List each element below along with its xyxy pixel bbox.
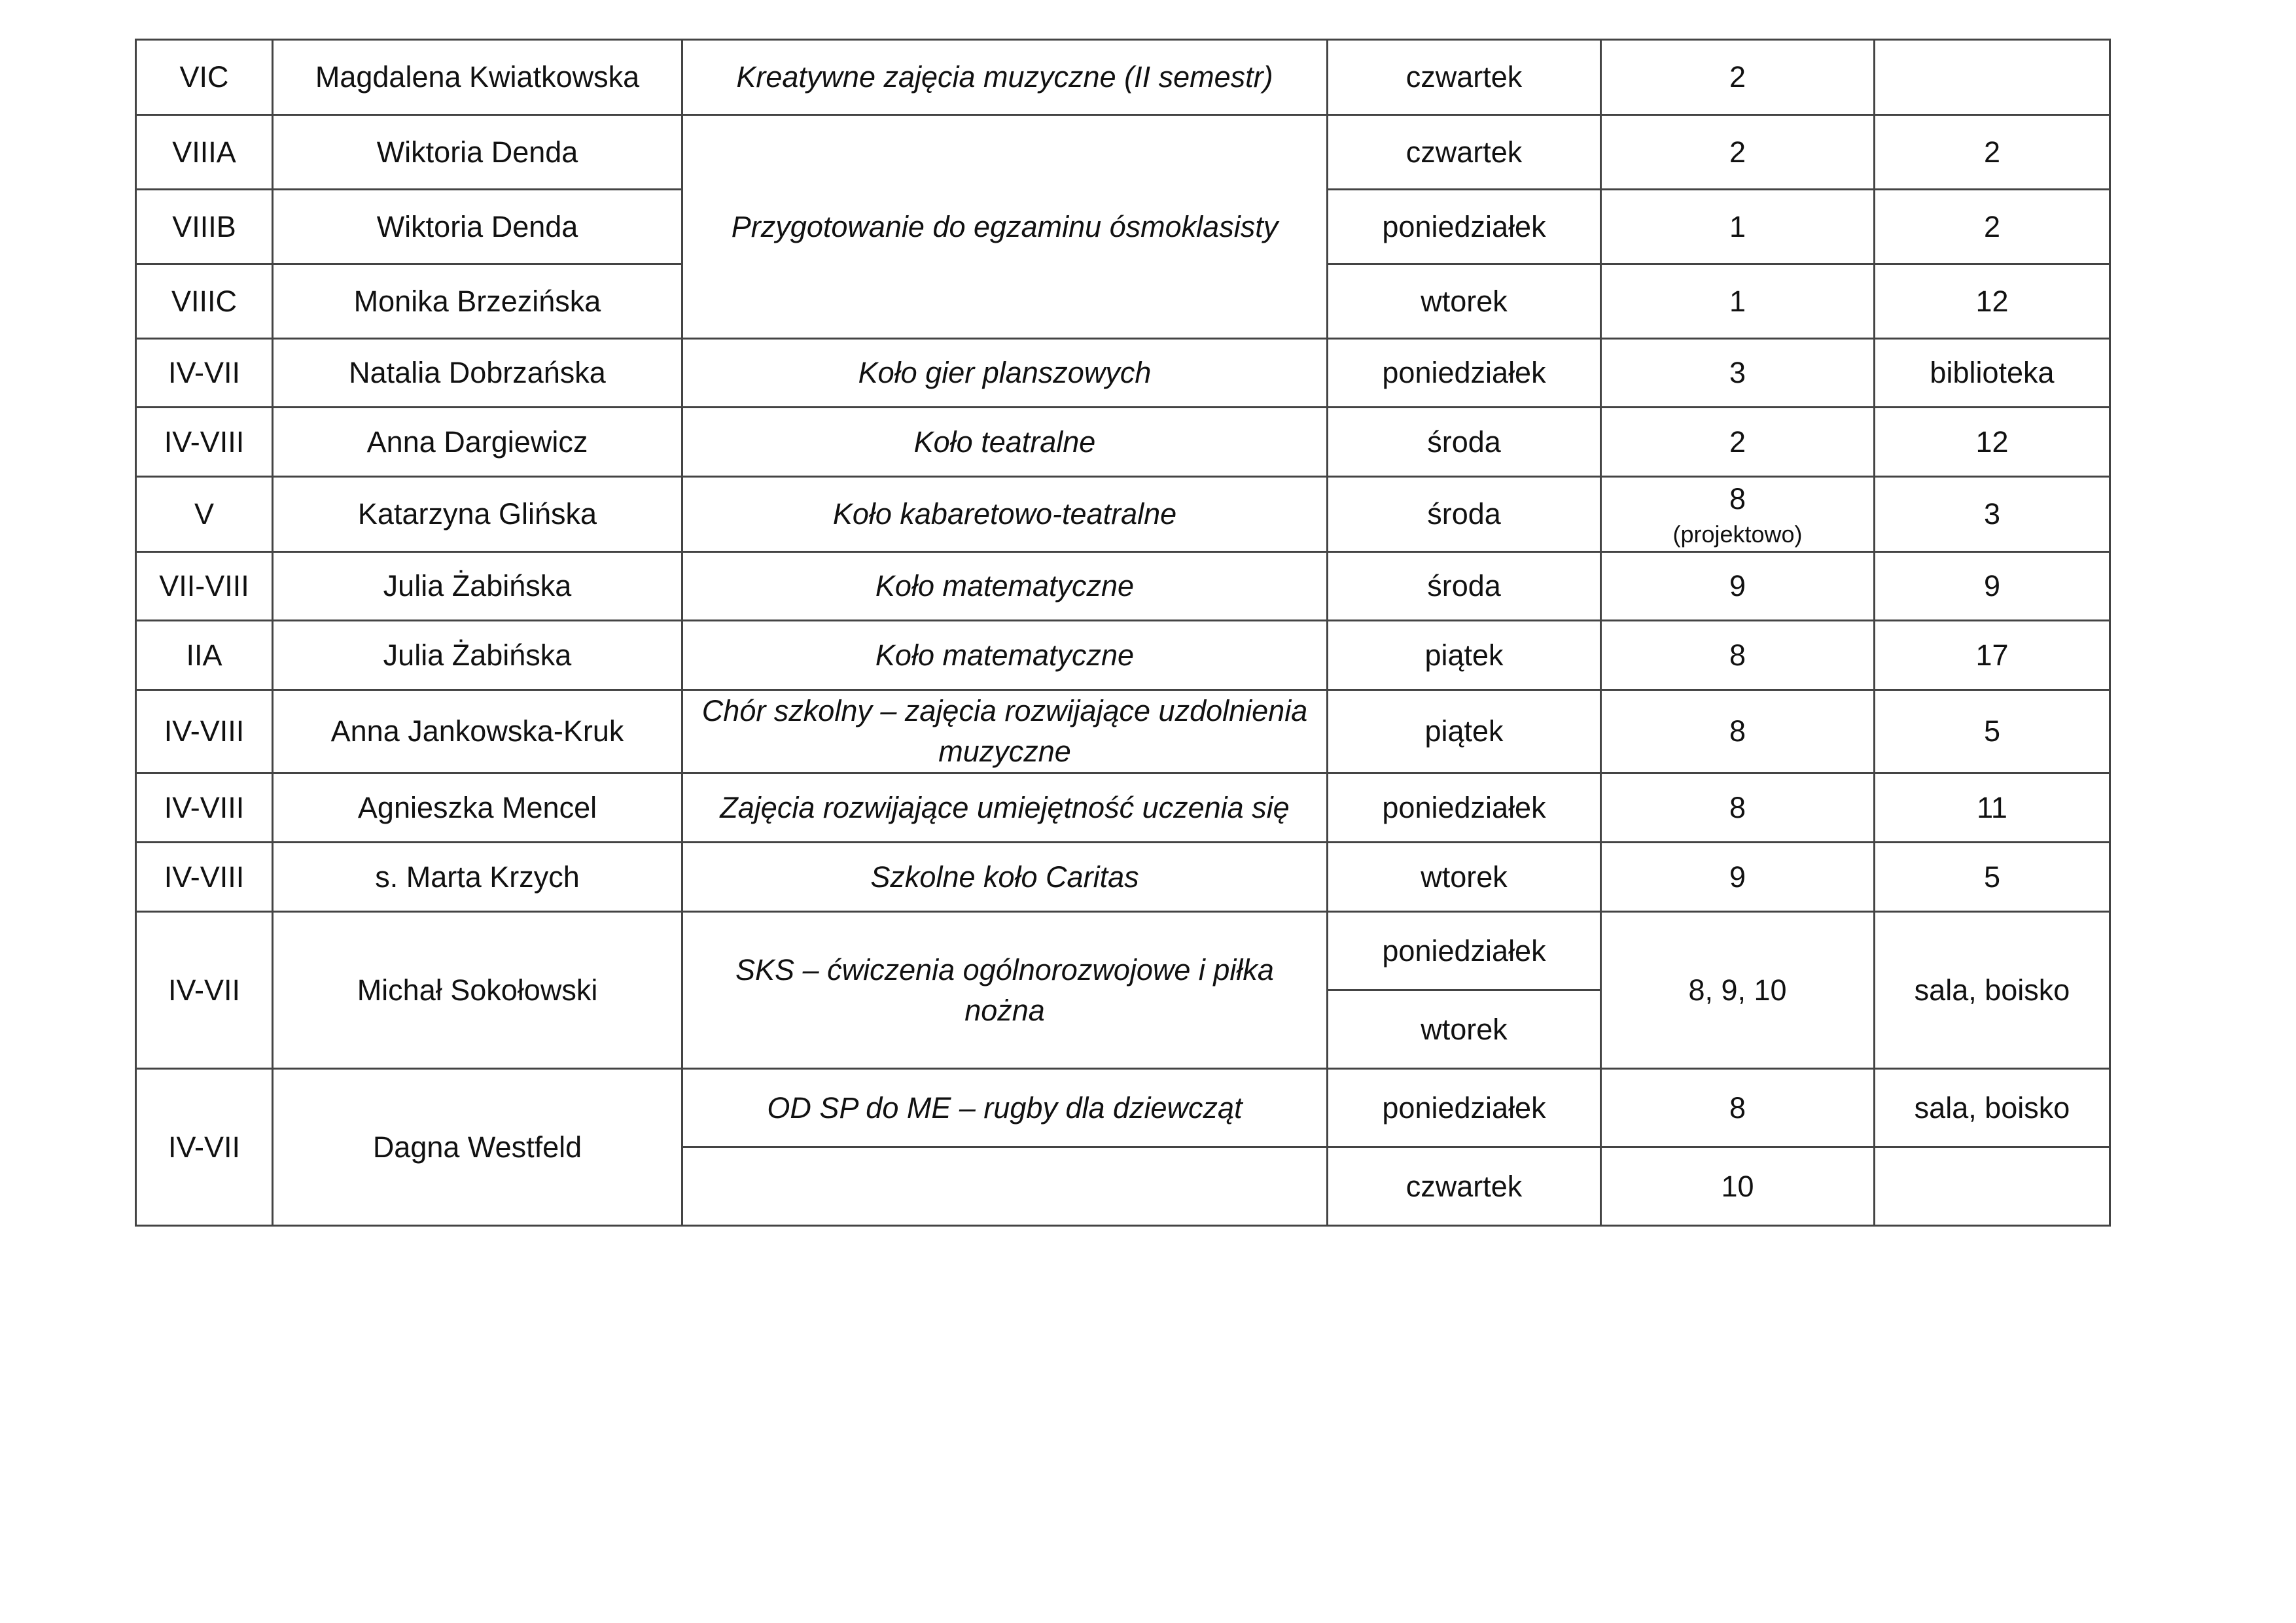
table-row <box>136 843 2110 912</box>
teacher-cell: Michał Sokołowski <box>273 912 682 1069</box>
teacher-cell: s. Marta Krzych <box>273 843 682 912</box>
lesson-cell: 2 <box>1601 40 1875 115</box>
activity-cell: Koło matematyczne <box>682 552 1328 621</box>
table-row <box>136 339 2110 408</box>
activity-line: nożna <box>964 993 1045 1027</box>
activity-cell <box>682 1147 1328 1226</box>
activity-cell <box>682 912 1328 1069</box>
lesson-cell: 3 <box>1601 339 1875 408</box>
teacher-cell: Wiktoria Denda <box>273 190 682 264</box>
room-cell: sala, boisko <box>1875 912 2110 1069</box>
lesson-note: (projektowo) <box>1672 521 1803 548</box>
day-cell: czwartek <box>1328 115 1601 190</box>
room-cell: 3 <box>1875 477 2110 552</box>
teacher-cell: Natalia Dobrzańska <box>273 339 682 408</box>
lesson-cell: 8 <box>1601 1069 1875 1147</box>
table-row <box>136 1069 2110 1147</box>
table-row <box>136 552 2110 621</box>
lesson-cell: 1 <box>1601 264 1875 339</box>
class-cell: IV-VIII <box>136 408 273 477</box>
teacher-cell: Julia Żabińska <box>273 621 682 690</box>
day-cell: środa <box>1328 552 1601 621</box>
day-cell: środa <box>1328 477 1601 552</box>
room-cell <box>1875 1147 2110 1226</box>
table-row <box>136 40 2110 115</box>
lesson-number: 8 <box>1729 482 1746 515</box>
activity-cell: Zajęcia rozwijające umiejętność uczenia się <box>682 773 1328 843</box>
lesson-cell: 8 <box>1601 621 1875 690</box>
day-cell: poniedziałek <box>1328 773 1601 843</box>
room-cell: 9 <box>1875 552 2110 621</box>
teacher-cell: Wiktoria Denda <box>273 115 682 190</box>
teacher-cell: Agnieszka Mencel <box>273 773 682 843</box>
lesson-cell: 8 <box>1601 690 1875 773</box>
table-row <box>136 408 2110 477</box>
activity-line: muzyczne <box>938 735 1071 768</box>
lesson-cell: 8, 9, 10 <box>1601 912 1875 1069</box>
class-cell: IV-VIII <box>136 690 273 773</box>
class-cell: VIIIC <box>136 264 273 339</box>
teacher-cell: Magdalena Kwiatkowska <box>273 40 682 115</box>
lesson-cell: 2 <box>1601 115 1875 190</box>
activity-cell: Koło gier planszowych <box>682 339 1328 408</box>
lesson-cell: 8 <box>1601 773 1875 843</box>
room-cell: 12 <box>1875 408 2110 477</box>
table-row <box>136 773 2110 843</box>
day-cell: piątek <box>1328 690 1601 773</box>
room-cell: 2 <box>1875 115 2110 190</box>
teacher-cell: Anna Jankowska-Kruk <box>273 690 682 773</box>
class-cell: IIA <box>136 621 273 690</box>
day-cell: poniedziałek <box>1328 339 1601 408</box>
activity-cell: Szkolne koło Caritas <box>682 843 1328 912</box>
class-cell: VIC <box>136 40 273 115</box>
activity-cell: Koło teatralne <box>682 408 1328 477</box>
class-cell: IV-VIII <box>136 843 273 912</box>
table-row <box>136 912 2110 990</box>
room-cell: 2 <box>1875 190 2110 264</box>
table-row <box>136 621 2110 690</box>
class-cell: VII-VIII <box>136 552 273 621</box>
activities-table <box>135 39 2111 1227</box>
teacher-cell: Julia Żabińska <box>273 552 682 621</box>
teacher-cell: Anna Dargiewicz <box>273 408 682 477</box>
table-row <box>136 115 2110 190</box>
class-cell: VIIIB <box>136 190 273 264</box>
activity-line: SKS – ćwiczenia ogólnorozwojowe i piłka <box>735 952 1274 986</box>
teacher-cell: Dagna Westfeld <box>273 1069 682 1226</box>
day-cell: wtorek <box>1328 264 1601 339</box>
lesson-cell: 9 <box>1601 843 1875 912</box>
class-cell: IV-VII <box>136 912 273 1069</box>
class-cell: IV-VII <box>136 339 273 408</box>
teacher-cell: Monika Brzezińska <box>273 264 682 339</box>
room-cell: 12 <box>1875 264 2110 339</box>
day-cell: wtorek <box>1328 843 1601 912</box>
class-cell: VIIIA <box>136 115 273 190</box>
lesson-cell: 10 <box>1601 1147 1875 1226</box>
activity-line: Chór szkolny – zajęcia rozwijające uzdolnienia <box>701 694 1308 727</box>
activity-cell: Przygotowanie do egzaminu ósmoklasisty <box>682 115 1328 339</box>
class-cell: IV-VIII <box>136 773 273 843</box>
activity-cell: Koło kabaretowo-teatralne <box>682 477 1328 552</box>
room-cell: 11 <box>1875 773 2110 843</box>
activity-cell: Kreatywne zajęcia muzyczne (II semestr) <box>682 40 1328 115</box>
day-cell: poniedziałek <box>1328 912 1601 990</box>
day-cell: środa <box>1328 408 1601 477</box>
teacher-cell: Katarzyna Glińska <box>273 477 682 552</box>
lesson-cell <box>1601 477 1875 552</box>
lesson-cell: 9 <box>1601 552 1875 621</box>
day-cell: wtorek <box>1328 990 1601 1069</box>
room-cell: 5 <box>1875 690 2110 773</box>
activity-cell: OD SP do ME – rugby dla dziewcząt <box>682 1069 1328 1147</box>
table-row <box>136 477 2110 552</box>
lesson-cell: 2 <box>1601 408 1875 477</box>
room-cell: biblioteka <box>1875 339 2110 408</box>
room-cell: sala, boisko <box>1875 1069 2110 1147</box>
activity-cell <box>682 690 1328 773</box>
class-cell: V <box>136 477 273 552</box>
room-cell: 5 <box>1875 843 2110 912</box>
day-cell: poniedziałek <box>1328 190 1601 264</box>
room-cell <box>1875 40 2110 115</box>
lesson-cell: 1 <box>1601 190 1875 264</box>
table-row <box>136 690 2110 773</box>
activity-cell: Koło matematyczne <box>682 621 1328 690</box>
day-cell: piątek <box>1328 621 1601 690</box>
day-cell: czwartek <box>1328 40 1601 115</box>
class-cell: IV-VII <box>136 1069 273 1226</box>
day-cell: czwartek <box>1328 1147 1601 1226</box>
day-cell: poniedziałek <box>1328 1069 1601 1147</box>
room-cell: 17 <box>1875 621 2110 690</box>
